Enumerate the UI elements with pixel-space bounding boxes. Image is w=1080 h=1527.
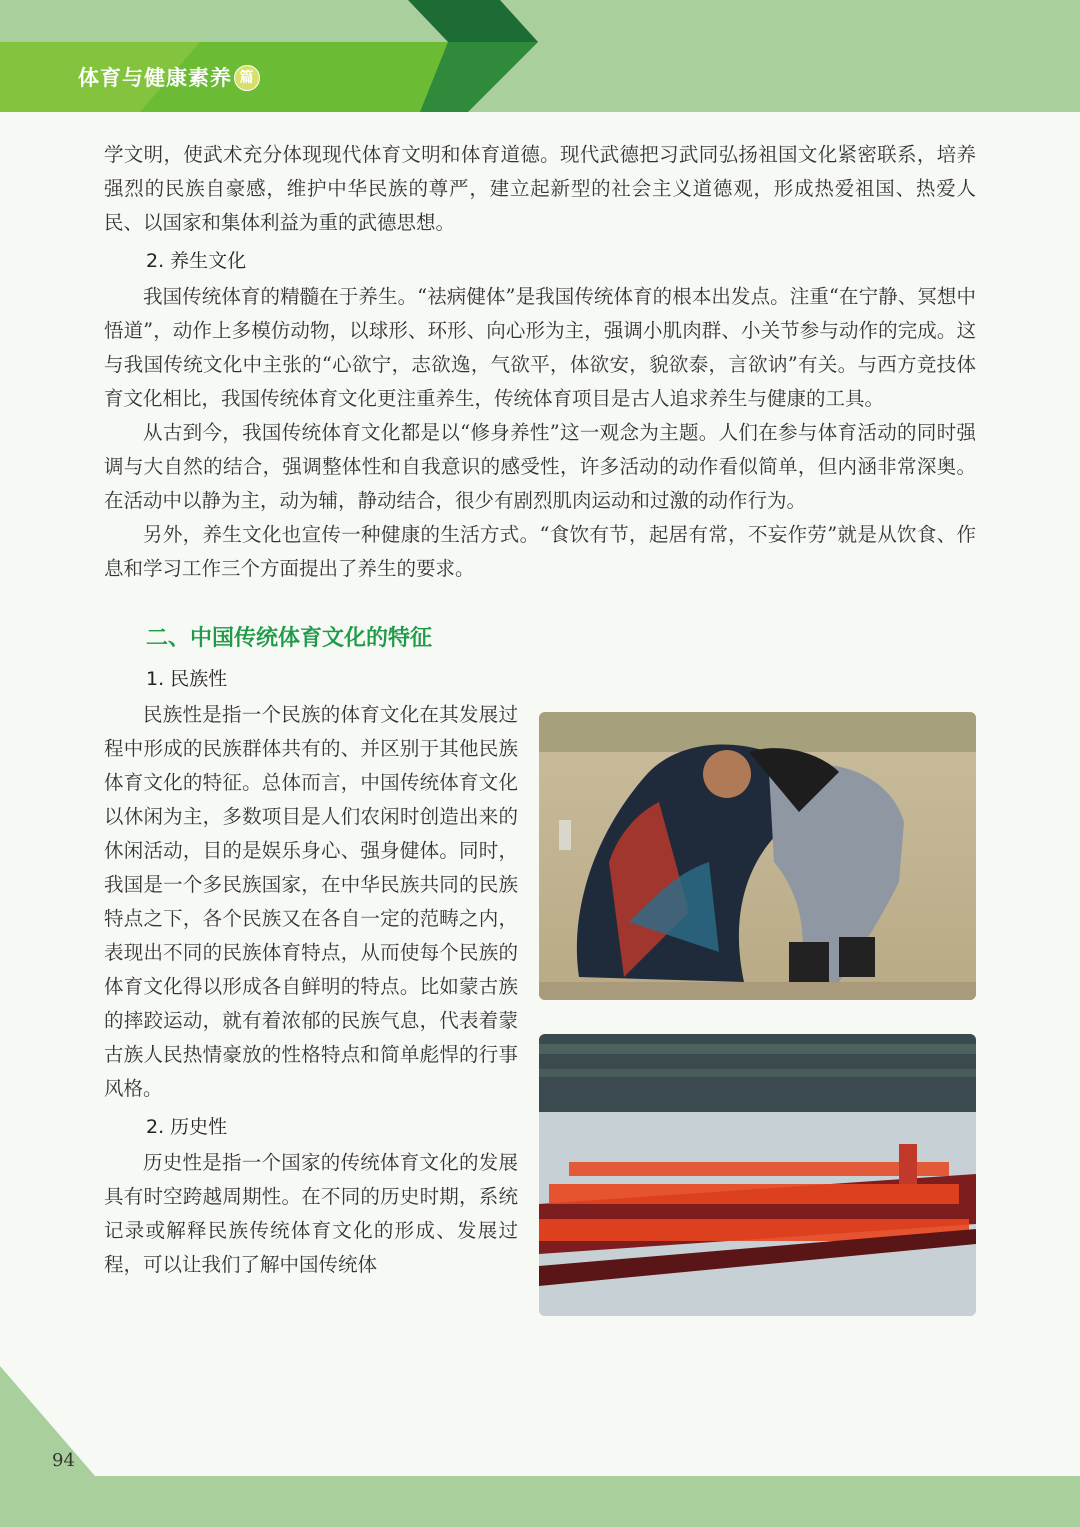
corner-decoration bbox=[0, 1366, 95, 1476]
header-title-text: 体育与健康素养 bbox=[78, 66, 232, 90]
body-paragraph: 民族性是指一个民族的体育文化在其发展过程中形成的民族群体共有的、并区别于其他民族体育文化的特征。总体而言，中国传统体育文化以休闲为主，多数项目是人们农闲时创造出来的休闲活动，目的是娱乐身心、强身健体。同时，我国是一个多民族国家，在中华民族共同的民族特点之下，各个民族又在各自一定的范畴之内，表现出不同的民族体育特点，从而使每个民族的体育文化得以形成各自鲜明的特点。比如蒙古族的摔跤运动，就有着浓郁的民族气息，代表着蒙古族人民热情豪放的性格特点和简单彪悍的行事风格。 bbox=[104, 703, 518, 1100]
subsection-title-yangsheng: 2. 养生文化 bbox=[146, 250, 247, 272]
header-badge: 篇 bbox=[234, 65, 260, 91]
subsection-title-minzu: 1. 民族性 bbox=[146, 668, 228, 690]
page-number: 94 bbox=[52, 1450, 75, 1471]
intro-paragraph: 学文明，使武术充分体现现代体育文明和体育道德。现代武德把习武同弘扬祖国文化紧密联系，培养强烈的民族自豪感，维护中华民族的尊严，建立起新型的社会主义道德观，形成热爱祖国、热爱人民、以国家和集体利益为重的武德思想。 bbox=[104, 143, 976, 234]
two-column-block bbox=[104, 698, 976, 1316]
body-paragraph: 历史性是指一个国家的传统体育文化的发展具有时空跨越周期性。在不同的历史时期，系统记录或解释民族传统体育文化的形成、发展过程，可以让我们了解中国传统体 bbox=[104, 1151, 518, 1276]
body-paragraph: 从古到今，我国传统体育文化都是以“修身养性”这一观念为主题。人们在参与体育活动的同时强调与大自然的结合，强调整体性和自我意识的感受性，许多活动的动作看似简单，但内涵非常深奥。在活动中以静为主，动为辅，静动结合，很少有剧烈肌肉运动和过激的动作行为。 bbox=[104, 421, 976, 512]
right-photo-column bbox=[539, 698, 976, 1316]
main-content bbox=[104, 138, 976, 1316]
section-title: 二、中国传统体育文化的特征 bbox=[146, 626, 433, 651]
dragon-boat-race-photo bbox=[539, 1034, 976, 1316]
mongolian-wrestling-photo bbox=[539, 712, 976, 1000]
body-paragraph: 我国传统体育的精髓在于养生。“祛病健体”是我国传统体育的根本出发点。注重“在宁静、冥想中悟道”，动作上多模仿动物，以球形、环形、向心形为主，强调小肌肉群、小关节参与动作的完成。这与我国传统文化中主张的“心欲宁，志欲逸，气欲平，体欲安，貌欲泰，言欲讷”有关。与西方竞技体育文化相比，我国传统体育文化更注重养生，传统体育项目是古人追求养生与健康的工具。 bbox=[104, 285, 976, 410]
header-title bbox=[78, 62, 260, 94]
body-paragraph: 另外，养生文化也宣传一种健康的生活方式。“食饮有节，起居有常，不妄作劳”就是从饮食、作息和学习工作三个方面提出了养生的要求。 bbox=[104, 523, 976, 580]
subsection-title-lishi: 2. 历史性 bbox=[146, 1116, 228, 1138]
left-text-column bbox=[104, 698, 518, 1282]
header-banner bbox=[0, 0, 1080, 112]
